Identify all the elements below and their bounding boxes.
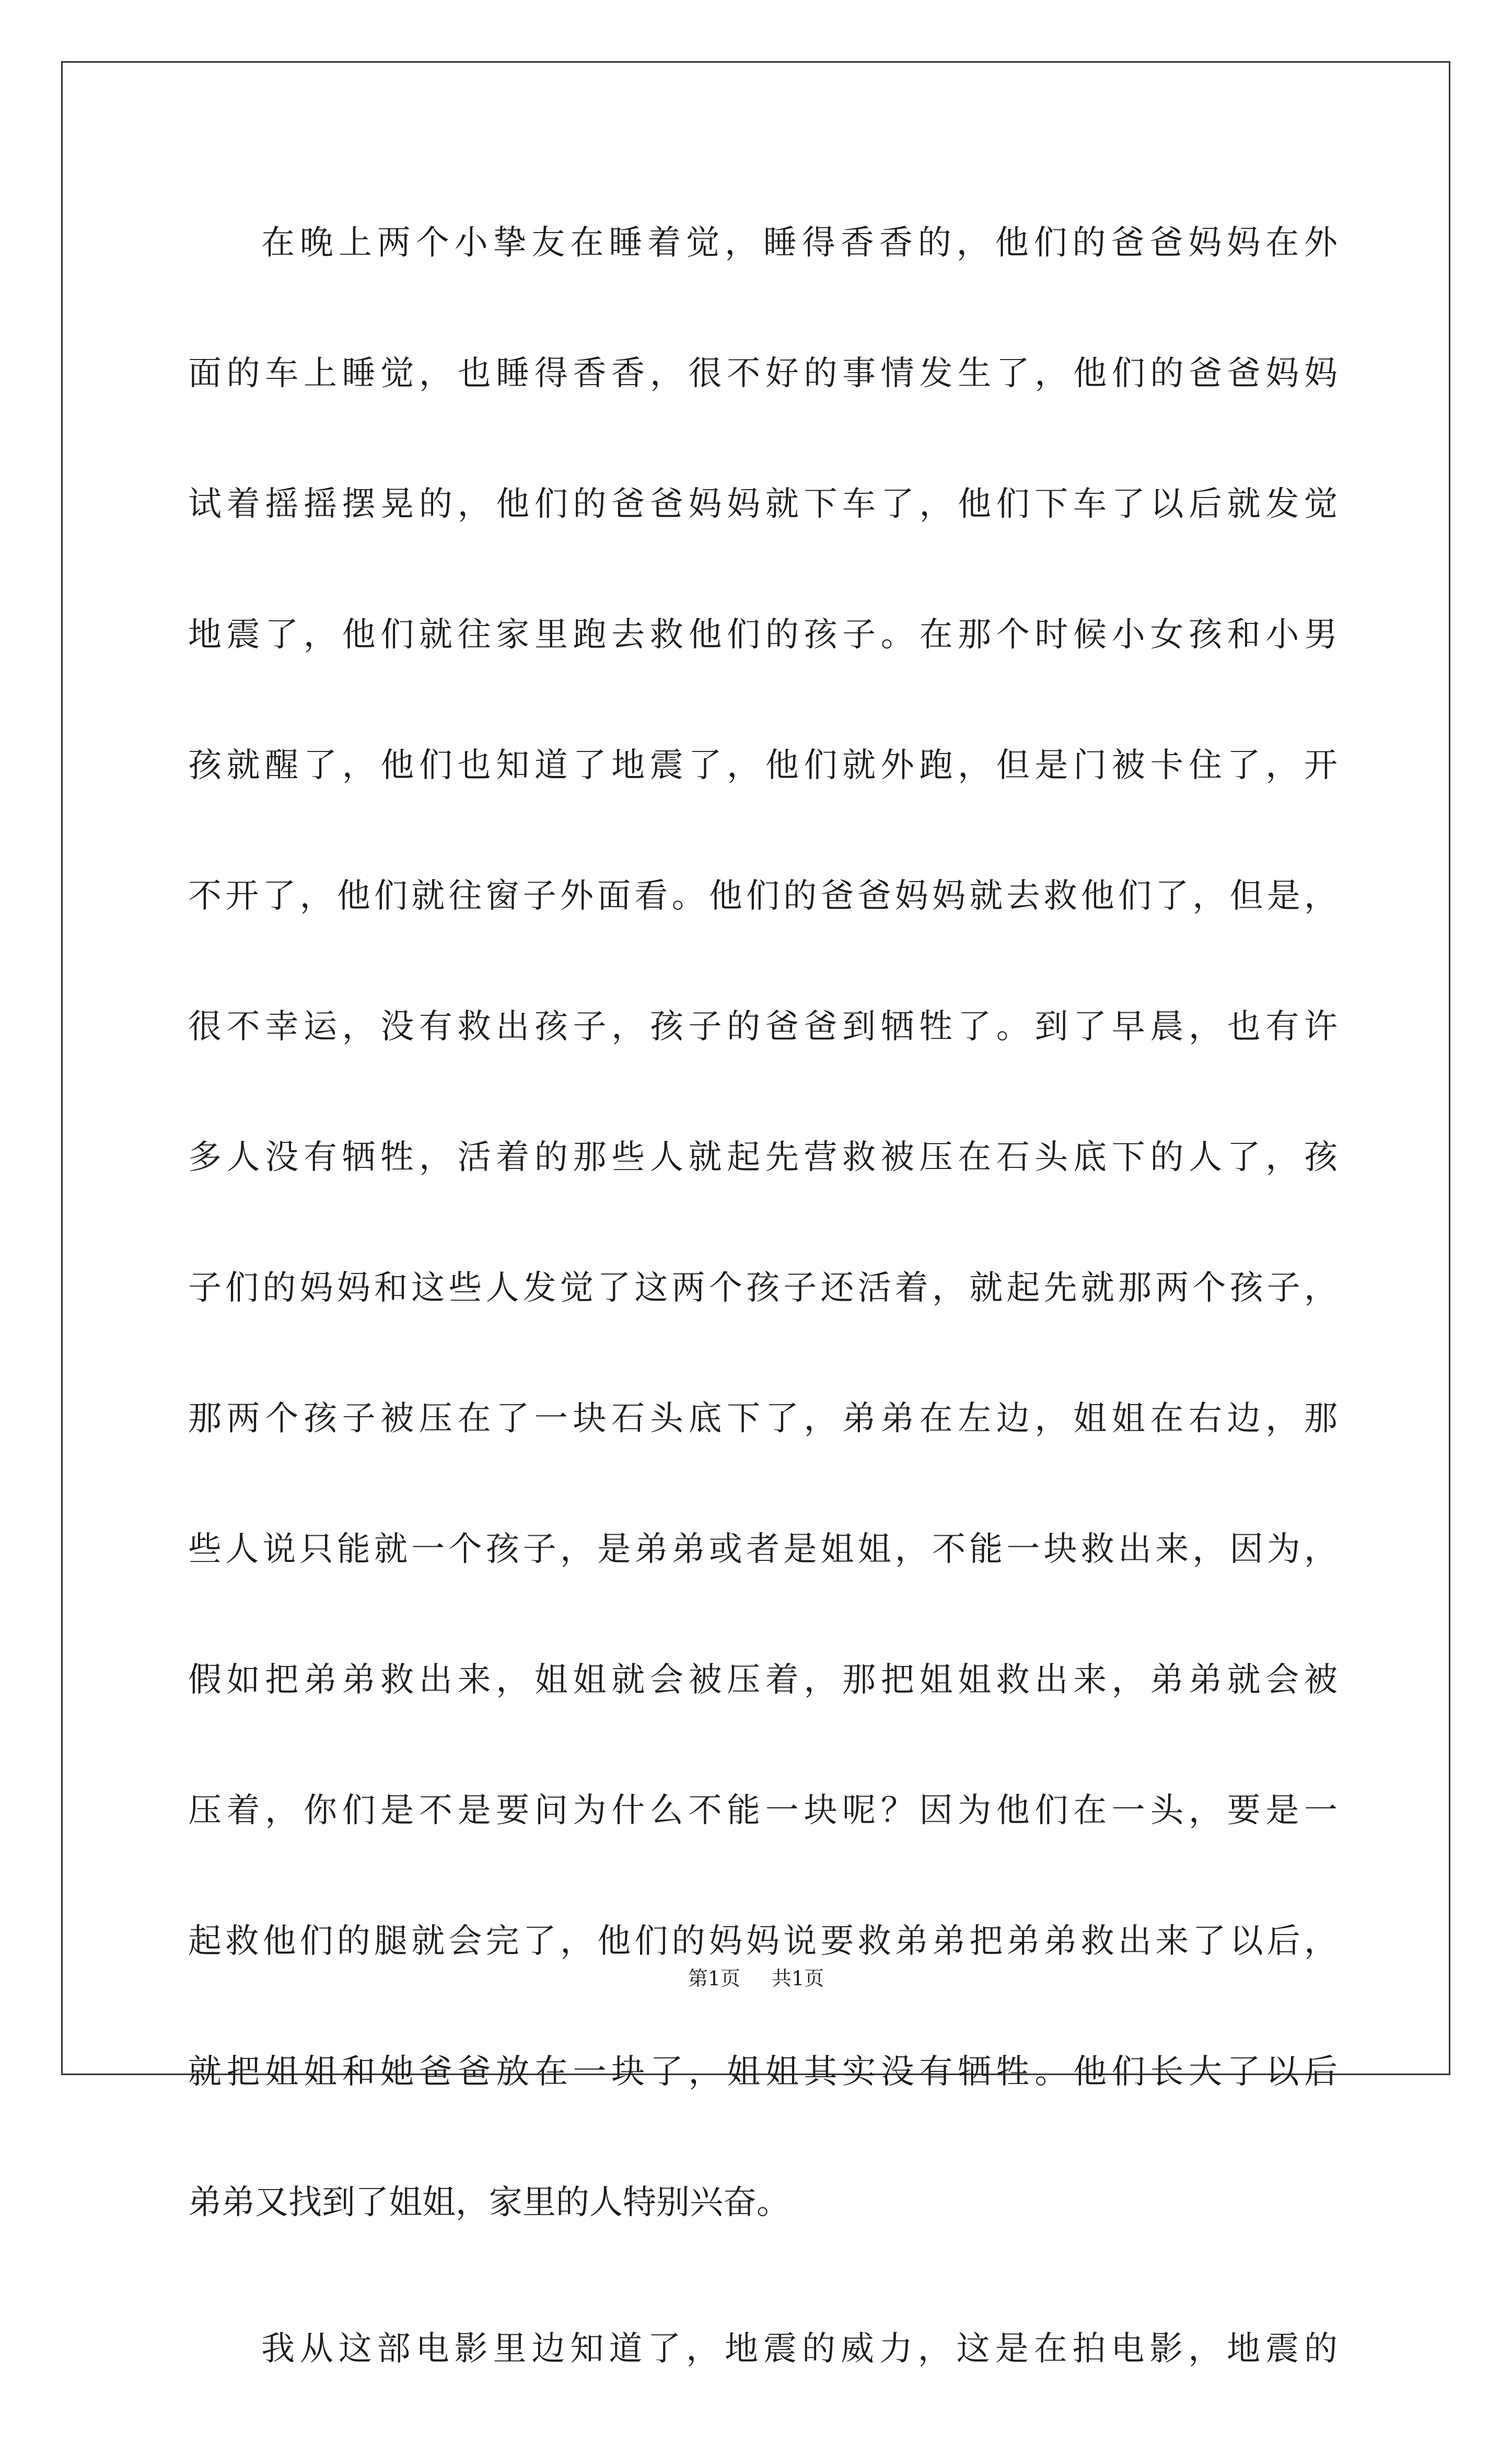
paragraph-line: 那两个孩子被压在了一块石头底下了，弟弟在左边，姐姐在右边，那 xyxy=(188,1399,1337,1438)
paragraph-line: 多人没有牺牲，活着的那些人就起先营救被压在石头底下的人了，孩 xyxy=(188,1138,1337,1177)
paragraph-line: 地震了，他们就往家里跑去救他们的孩子。在那个时候小女孩和小男 xyxy=(188,616,1337,654)
paragraph-line: 不开了，他们就往窗子外面看。他们的爸爸妈妈就去救他们了，但是， xyxy=(188,877,1337,916)
paragraph-line: 试着摇摇摆晃的，他们的爸爸妈妈就下车了，他们下车了以后就发觉 xyxy=(188,485,1337,524)
paragraph-line: 弟弟又找到了姐姐，家里的人特别兴奋。 xyxy=(188,2183,790,2222)
document-body xyxy=(188,206,1337,2443)
paragraph-line: 面的车上睡觉，也睡得香香，很不好的事情发生了，他们的爸爸妈妈 xyxy=(188,354,1337,393)
paragraph-2 xyxy=(188,2312,1337,2443)
page-footer xyxy=(0,1962,1512,1991)
paragraph-line: 很不幸运，没有救出孩子，孩子的爸爸到牺牲了。到了早晨，也有许 xyxy=(188,1008,1337,1046)
paragraph-line: 压着，你们是不是要问为什么不能一块呢？因为他们在一头，要是一 xyxy=(188,1791,1337,1830)
page-number-current: 第1页 xyxy=(688,1967,740,1990)
paragraph-line: 子们的妈妈和这些人发觉了这两个孩子还活着，就起先就那两个孩子， xyxy=(188,1269,1337,1307)
paragraph-line: 在晚上两个小挚友在睡着觉，睡得香香的，他们的爸爸妈妈在外 xyxy=(261,224,1337,262)
paragraph-line: 些人说只能就一个孩子，是弟弟或者是姐姐，不能一块救出来，因为， xyxy=(188,1530,1337,1569)
page-number-total: 共1页 xyxy=(772,1967,824,1990)
paragraph-line: 假如把弟弟救出来，姐姐就会被压着，那把姐姐救出来，弟弟就会被 xyxy=(188,1661,1337,1699)
paragraph-line: 起救他们的腿就会完了，他们的妈妈说要救弟弟把弟弟救出来了以后， xyxy=(188,1922,1337,1961)
paragraph-line: 我从这部电影里边知道了，地震的威力，这是在拍电影，地震的 xyxy=(261,2330,1337,2368)
paragraph-line: 孩就醒了，他们也知道了地震了，他们就外跑，但是门被卡住了，开 xyxy=(188,746,1337,785)
paragraph-line: 就把姐姐和她爸爸放在一块了，姐姐其实没有牺牲。他们长大了以后 xyxy=(188,2053,1337,2091)
paragraph-spacer xyxy=(188,2297,1337,2312)
